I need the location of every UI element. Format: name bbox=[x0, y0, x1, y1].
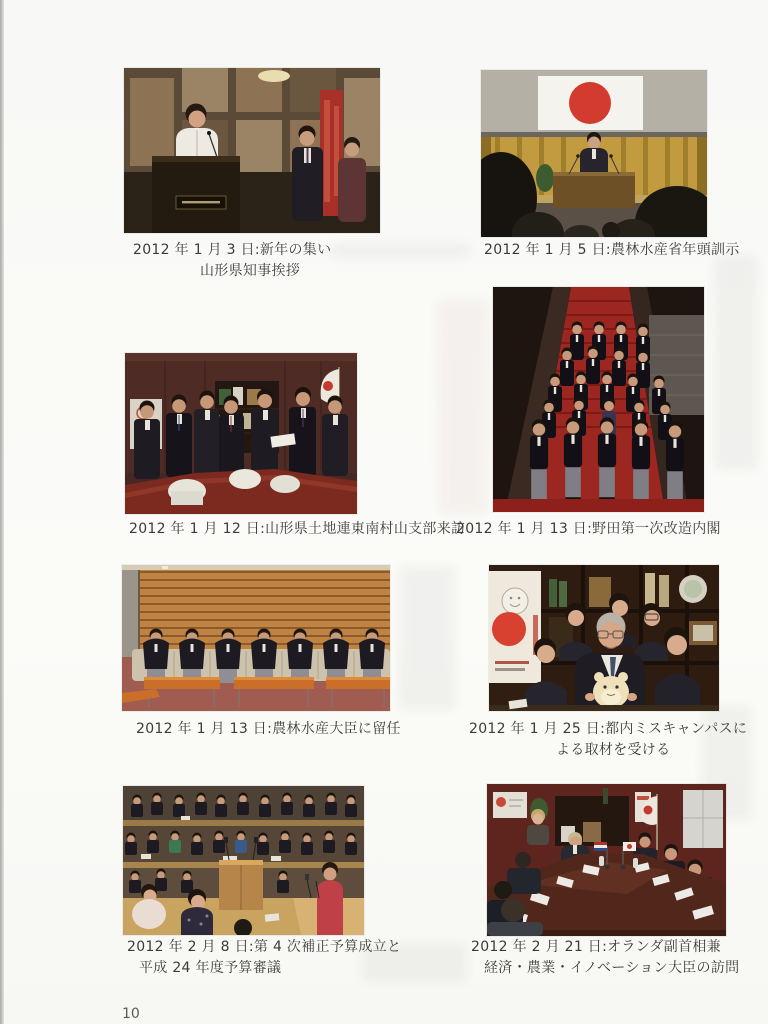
caption-photo6-line2: よる取材を受ける bbox=[556, 742, 671, 758]
carpet-floor bbox=[493, 499, 704, 512]
podium bbox=[553, 172, 635, 208]
caption-photo7-line2: 平成 24 年度予算審議 bbox=[139, 960, 282, 976]
bleed-through-ghost bbox=[398, 565, 456, 710]
photo-budget-deliberation bbox=[123, 786, 364, 935]
plant bbox=[536, 164, 554, 192]
photo-cabinet-group bbox=[493, 287, 704, 512]
caption-photo6-line1: 2012 年 1 月 25 日:都内ミスキャンパスに bbox=[469, 721, 748, 737]
caption-photo4-line1: 2012 年 1 月 13 日:野田第一次改造内閣 bbox=[456, 521, 721, 537]
photo-miss-campus-illustration bbox=[489, 565, 719, 711]
photo-netherlands-meeting-illustration bbox=[487, 784, 726, 936]
photo-miss-campus-interview bbox=[489, 565, 719, 711]
photo-maff-address-illustration bbox=[481, 70, 707, 237]
photo-budget-deliberation-illustration bbox=[123, 786, 364, 935]
bleed-through-ghost bbox=[714, 255, 758, 470]
photo-netherlands-meeting bbox=[487, 784, 726, 936]
caption-photo3-line1: 2012 年 1 月 12 日:山形県土地連東南村山支部来訪 bbox=[129, 521, 466, 537]
photo-minister-reappointed-illustration bbox=[122, 565, 390, 711]
page-number: 10 bbox=[122, 1006, 140, 1022]
photo-new-year-gathering-illustration bbox=[124, 68, 380, 233]
photo-branch-visit bbox=[125, 353, 357, 514]
caption-photo1-line2: 山形県知事挨拶 bbox=[200, 263, 301, 279]
caption-photo7-line1: 2012 年 2 月 8 日:第 4 次補正予算成立と bbox=[127, 939, 402, 955]
scan-edge-artifact bbox=[0, 0, 4, 1024]
campaign-poster bbox=[489, 571, 541, 683]
caption-photo2-line1: 2012 年 1 月 5 日:農林水産省年頭訓示 bbox=[484, 242, 740, 258]
caption-photo1-line1: 2012 年 1 月 3 日:新年の集い bbox=[133, 242, 332, 258]
bleed-through-ghost bbox=[330, 243, 470, 258]
photo-minister-reappointed bbox=[122, 565, 390, 711]
caption-photo8-line1: 2012 年 2 月 21 日:オランダ副首相兼 bbox=[471, 939, 721, 955]
photo-new-year-gathering bbox=[124, 68, 380, 233]
caption-photo8-line2: 経済・農業・イノベーション大臣の訪問 bbox=[484, 960, 740, 976]
caption-photo5-line1: 2012 年 1 月 13 日:農林水産大臣に留任 bbox=[136, 721, 401, 737]
photo-maff-new-year-address bbox=[481, 70, 707, 237]
japan-flag bbox=[538, 76, 643, 130]
podium bbox=[152, 156, 240, 233]
bleed-through-ghost bbox=[438, 300, 488, 515]
photo-branch-visit-illustration bbox=[125, 353, 357, 514]
photo-cabinet-group-illustration bbox=[493, 287, 704, 512]
